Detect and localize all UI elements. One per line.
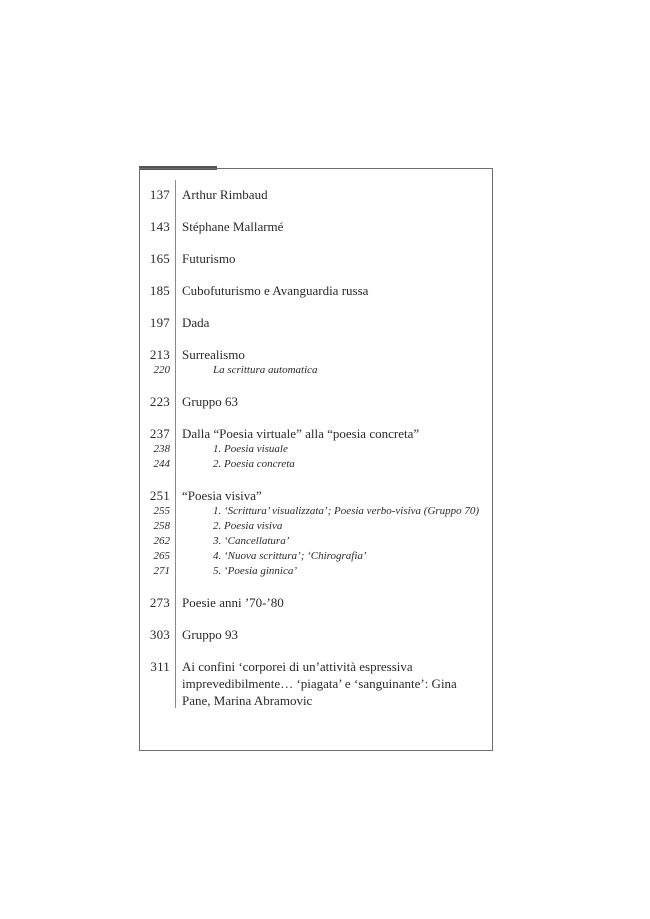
subentry-page-number: 255: [153, 505, 170, 517]
entry-title: Stéphane Mallarmé: [182, 219, 284, 234]
subentry-title: 1. ‘Scrittura’ visualizzata’; Poesia verbo-visiva (Gruppo 70): [213, 505, 480, 517]
entry-title: Gruppo 93: [182, 627, 238, 642]
toc-subentry: [139, 534, 493, 549]
toc-subentry: [139, 504, 493, 519]
toc-entry-gruppo-63: [139, 393, 493, 410]
page-number: 311: [150, 659, 170, 674]
subentry-title: 4. ‘Nuova scrittura’; ‘Chirografia’: [213, 550, 367, 562]
page-number: 223: [149, 394, 170, 409]
toc-subentry: [139, 442, 493, 457]
subentry-page-number: 244: [153, 458, 170, 470]
entry-title: Poesie anni ’70-’80: [182, 595, 284, 610]
subentry-title: La scrittura automatica: [213, 364, 318, 376]
toc-entry-surrealismo: [139, 346, 493, 378]
subentry-page-number: 258: [153, 520, 170, 532]
toc-entry-poesie-anni-70-80: [139, 594, 493, 611]
page-number: 213: [149, 347, 170, 362]
subentry-title: 2. Poesia concreta: [213, 458, 295, 470]
toc-entry-poesia-virtuale: [139, 425, 493, 472]
toc-entry-mallarme: [139, 218, 493, 235]
subentry-page-number: 220: [153, 364, 170, 376]
entry-title: Cubofuturismo e Avanguardia russa: [182, 283, 369, 298]
subentry-page-number: 238: [153, 443, 170, 455]
toc-entry-rimbaud: [139, 186, 493, 203]
table-of-contents: [139, 186, 493, 724]
toc-entry-gruppo-93: [139, 626, 493, 643]
toc-subentry: [139, 457, 493, 472]
toc-subentry: [139, 519, 493, 534]
toc-entry-ai-confini: [139, 658, 493, 709]
entry-title: “Poesia visiva”: [182, 488, 262, 503]
subentry-title: 5. ‘Poesia ginnica’: [213, 565, 298, 577]
page-number: 197: [149, 315, 170, 330]
toc-subentry: [139, 549, 493, 564]
toc-subentry: [139, 363, 493, 378]
toc-subentry: [139, 564, 493, 579]
page-number: 303: [149, 627, 170, 642]
page-number: 143: [149, 219, 170, 234]
entry-title: Futurismo: [182, 251, 236, 266]
toc-entry-poesia-visiva: [139, 487, 493, 579]
page-number: 237: [149, 426, 170, 441]
entry-title: Dalla “Poesia virtuale” alla “poesia concreta”: [182, 426, 420, 441]
page-number: 273: [149, 595, 170, 610]
entry-title: Arthur Rimbaud: [182, 187, 268, 202]
subentry-title: 2. Poesia visiva: [213, 520, 283, 532]
toc-entry-cubofuturismo: [139, 282, 493, 299]
toc-entry-dada: [139, 314, 493, 331]
subentry-page-number: 262: [153, 535, 170, 547]
entry-title: Surrealismo: [182, 347, 245, 362]
page-number: 137: [149, 187, 170, 202]
toc-entry-futurismo: [139, 250, 493, 267]
subentry-title: 1. Poesia visuale: [213, 443, 288, 455]
subentry-page-number: 265: [153, 550, 170, 562]
subentry-title: 3. ‘Cancellatura’: [213, 535, 290, 547]
page-number: 165: [149, 251, 170, 266]
entry-title: Gruppo 63: [182, 394, 238, 409]
page-number: 251: [149, 488, 170, 503]
subentry-page-number: 271: [153, 565, 170, 577]
entry-title: Dada: [182, 315, 210, 330]
entry-title: Ai confini ‘corporei di un’attività espressiva imprevedibilmente… ‘piagata’ e ‘sanguinante’: Gina Pane, Marina Abramovic: [182, 659, 457, 708]
page-number: 185: [149, 283, 170, 298]
